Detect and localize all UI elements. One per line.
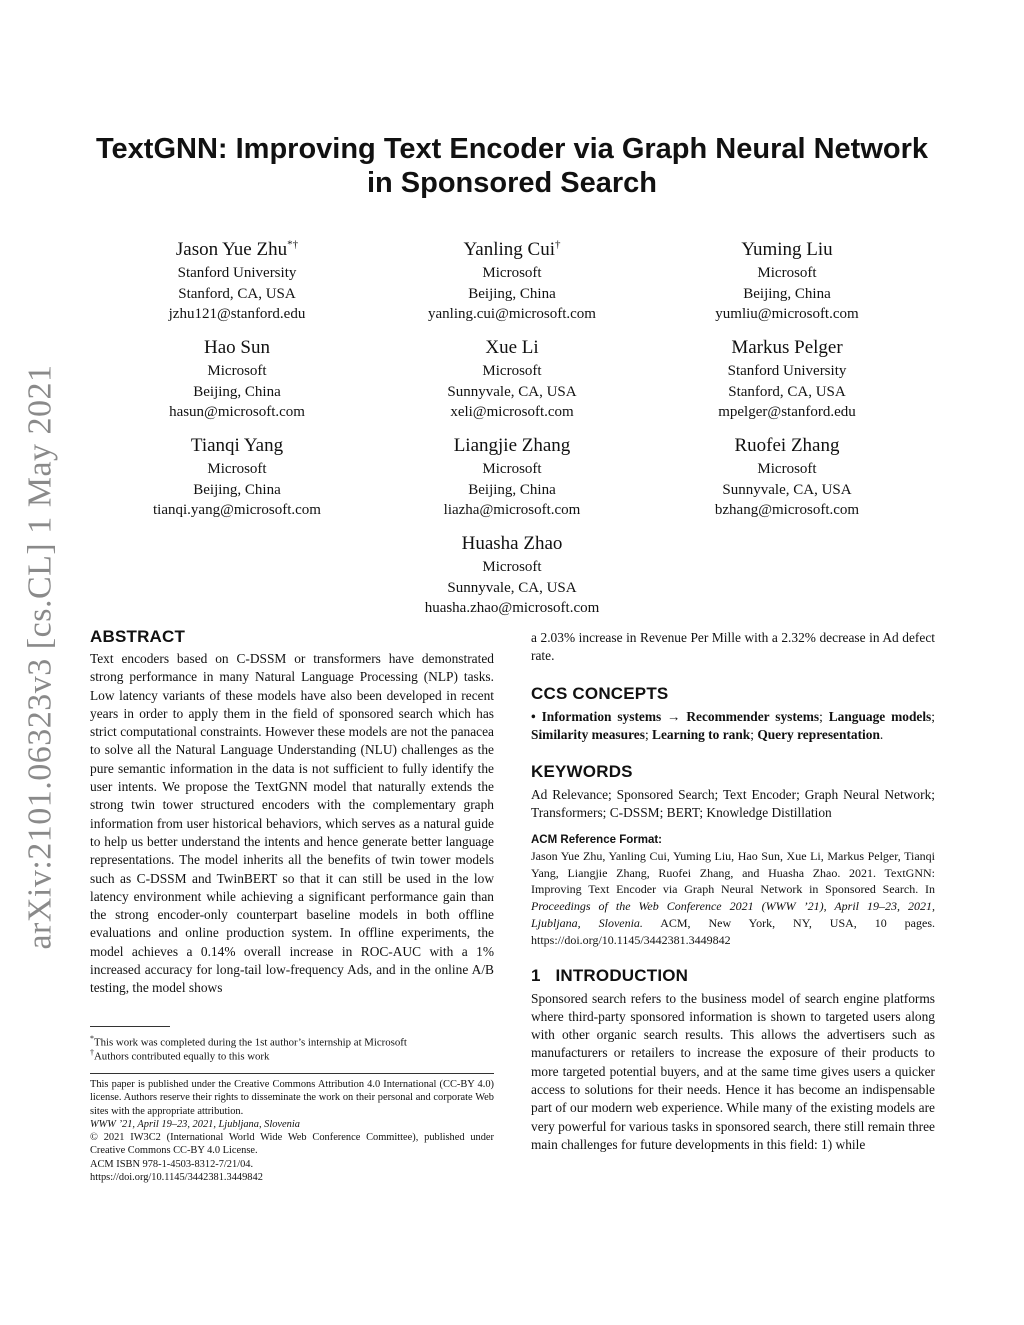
paper-title: TextGNN: Improving Text Encoder via Graph Neural Network in Sponsored Search bbox=[95, 133, 929, 199]
license-statement: This paper is published under the Creative Commons Attribution 4.0 International (CC-BY 4.0) license. Authors reserve their rights to disseminate the work on their personal and corporate Web sites with the appropriate attribution. bbox=[90, 1079, 494, 1117]
introduction-text: Sponsored search refers to the business model of search engine platforms where third-party sponsored information is shown to targeted users along with other organic search results. This allows the advertisers such as manufacturers or retailers to increase the exposure of their products to more targeted potential buyers, and at the same time gives users a quicker access to solutions for their needs. Hence it has become an indispensable part of our modern web experience. While many of the existing models are very powerful for various tasks in sponsored search, there still remain three main challenges for future developments in this field: 1) while bbox=[531, 990, 935, 1152]
author-name: Yanling Cui† bbox=[463, 238, 561, 260]
author-location: Beijing, China bbox=[468, 481, 556, 498]
reference-format-heading: ACM Reference Format: bbox=[531, 833, 662, 846]
author-affiliation: Microsoft bbox=[757, 265, 817, 281]
author-card bbox=[362, 238, 662, 325]
arxiv-identifier: arXiv:2101.06323v3 [cs.CL] 1 May 2021 bbox=[22, 364, 60, 950]
copyright-notice: © 2021 IW3C2 (International World Wide Web Conference Committee), published under Creative Commons CC-BY 4.0 License. bbox=[90, 1132, 494, 1157]
author-email: liazha@microsoft.com bbox=[443, 502, 581, 518]
author-affiliation: Microsoft bbox=[207, 363, 267, 379]
author-email: bzhang@microsoft.com bbox=[714, 502, 860, 518]
author-email: mpelger@stanford.edu bbox=[718, 404, 856, 420]
author-email: tianqi.yang@microsoft.com bbox=[153, 502, 321, 518]
keywords-heading: KEYWORDS bbox=[531, 762, 633, 782]
footnote-rule bbox=[90, 1026, 170, 1027]
author-affiliation: Microsoft bbox=[757, 461, 817, 477]
introduction-heading: 1 INTRODUCTION bbox=[531, 965, 689, 985]
author-email: hasun@microsoft.com bbox=[169, 404, 305, 420]
author-affiliation: Stanford University bbox=[177, 265, 297, 281]
author-affiliation: Microsoft bbox=[482, 265, 542, 281]
abstract-section bbox=[90, 626, 494, 998]
license-block bbox=[90, 1073, 494, 1184]
author-location: Beijing, China bbox=[193, 383, 281, 400]
abstract-continuation: a 2.03% increase in Revenue Per Mille with a 2.32% decrease in Ad defect rate. bbox=[531, 630, 935, 664]
footnote-mark: * bbox=[90, 1034, 94, 1043]
footnote-mark: † bbox=[90, 1048, 94, 1057]
author-name: Liangjie Zhang bbox=[453, 435, 571, 456]
author-card bbox=[362, 532, 662, 619]
author-card bbox=[87, 434, 387, 521]
arxiv-margin-label bbox=[18, 357, 64, 957]
ccs-heading: CCS CONCEPTS bbox=[531, 683, 669, 703]
author-name: Jason Yue Zhu*† bbox=[175, 238, 299, 260]
author-email: huasha.zhao@microsoft.com bbox=[424, 600, 600, 616]
footnote-internship: *This work was completed during the 1st author’s internship at Microsoft bbox=[90, 1034, 407, 1049]
author-location: Beijing, China bbox=[468, 285, 556, 302]
ccs-concepts: • Information systems → Recommender systems; Language models; Similarity measures; Learning to rank; Query representation. bbox=[531, 708, 936, 742]
author-card bbox=[87, 336, 387, 423]
author-email: jzhu121@stanford.edu bbox=[168, 306, 306, 322]
reference-format-text: Jason Yue Zhu, Yanling Cui, Yuming Liu, Hao Sun, Xue Li, Markus Pelger, Tianqi Yang, Liangjie Zhang, Ruofei Zhang, and Huasha Zhao. 2021. TextGNN: Improving Text Encoder via Graph Neural Network in Sponsored Search. In Proceedings of the Web Conference 2021 (WWW ’21), April 19–23, 2021, Ljubljana, Slovenia. ACM, New York, NY, USA, 10 pages. https://doi.org/10.1145/3442381.3449842 bbox=[531, 848, 935, 947]
author-affiliation: Microsoft bbox=[482, 461, 542, 477]
author-location: Beijing, China bbox=[193, 481, 281, 498]
author-card bbox=[87, 238, 387, 325]
author-card bbox=[637, 238, 937, 325]
section-number: 1 bbox=[531, 965, 541, 985]
right-column bbox=[531, 629, 935, 1154]
author-marks: † bbox=[555, 238, 561, 251]
author-name: Ruofei Zhang bbox=[734, 435, 840, 456]
license-doi: https://doi.org/10.1145/3442381.3449842 bbox=[90, 1172, 263, 1184]
author-email: xeli@microsoft.com bbox=[450, 404, 574, 420]
footnote-equal-contribution: †Authors contributed equally to this work bbox=[90, 1048, 270, 1063]
author-location: Stanford, CA, USA bbox=[178, 285, 296, 302]
author-affiliation: Microsoft bbox=[207, 461, 267, 477]
author-email: yumliu@microsoft.com bbox=[715, 306, 859, 322]
isbn: ACM ISBN 978-1-4503-8312-7/21/04. bbox=[90, 1158, 254, 1170]
author-marks: *† bbox=[287, 238, 299, 251]
author-name: Markus Pelger bbox=[731, 337, 843, 358]
author-name: Tianqi Yang bbox=[190, 435, 284, 456]
author-location: Stanford, CA, USA bbox=[728, 383, 846, 400]
author-card bbox=[362, 434, 662, 521]
keywords-text: Ad Relevance; Sponsored Search; Text Encoder; Graph Neural Network; Transformers; C-DSSM; BERT; Knowledge Distillation bbox=[531, 787, 935, 821]
author-name: Yuming Liu bbox=[741, 239, 833, 260]
author-card bbox=[637, 434, 937, 521]
abstract-heading: ABSTRACT bbox=[90, 627, 186, 646]
author-location: Beijing, China bbox=[743, 285, 831, 302]
author-location: Sunnyvale, CA, USA bbox=[447, 383, 577, 400]
author-location: Sunnyvale, CA, USA bbox=[722, 481, 852, 498]
author-affiliation: Microsoft bbox=[482, 363, 542, 379]
abstract-text: Text encoders based on C-DSSM or transformers have demonstrated strong performance in many Natural Language Processing (NLP) tasks. Low latency variants of these models have also been developed in recent years in order to apply them in the field of sponsored search which has strict computational constraints. However these models are not the panacea to solve all the Natural Language Understanding (NLU) challenges as the pure semantic information in the data is not sufficient to fully identify the user intents. We propose the TextGNN model that naturally extends the strong twin tower structured encoders with the complementary graph information from user historical behaviors, which serves as a natural guide to help us better understand the intents and hence generate better language representations. The model inherits all the benefits of twin tower models such as C-DSSM and TwinBERT so that it can still be used in the low latency environment while achieving a significant performance gain than the strong encoder-only counterpart baseline models in both offline evaluations and online production system. In offline experiments, the model achieves a 0.14% overall increase in ROC-AUC with a 1% increased accuracy for long-tail low-frequency Ads, and in the online A/B testing, the model shows bbox=[90, 651, 494, 996]
author-name: Hao Sun bbox=[204, 337, 270, 358]
author-location: Sunnyvale, CA, USA bbox=[447, 579, 577, 596]
author-email: yanling.cui@microsoft.com bbox=[428, 306, 596, 322]
author-card bbox=[362, 336, 662, 423]
author-affiliation: Microsoft bbox=[482, 559, 542, 575]
author-affiliation: Stanford University bbox=[727, 363, 847, 379]
conference-venue: WWW ’21, April 19–23, 2021, Ljubljana, Slovenia bbox=[90, 1118, 300, 1130]
author-name: Huasha Zhao bbox=[461, 533, 563, 554]
author-name: Xue Li bbox=[485, 337, 539, 358]
author-card bbox=[637, 336, 937, 423]
